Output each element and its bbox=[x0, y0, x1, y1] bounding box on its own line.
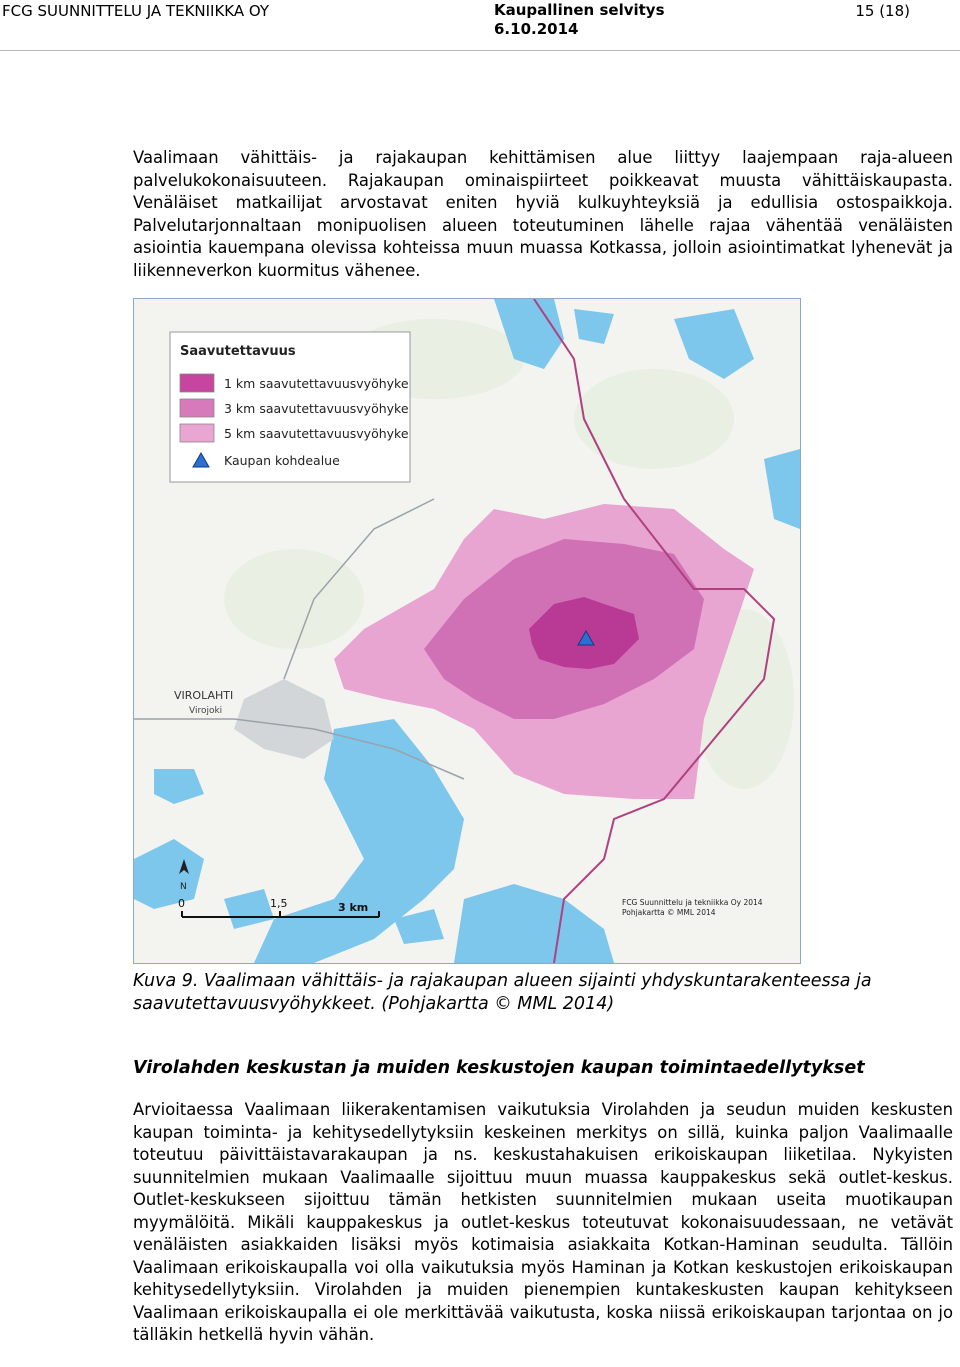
legend-swatch-1km bbox=[180, 374, 214, 392]
north-label: N bbox=[180, 882, 187, 892]
header-divider bbox=[0, 50, 960, 51]
document-title: Kaupallinen selvitys bbox=[494, 1, 665, 19]
scale-label-end: 3 km bbox=[338, 901, 369, 914]
caption-line-2: saavutettavuusvyöhykkeet. (Pohjakartta © MML 2014) bbox=[133, 994, 615, 1014]
legend-label-3km: 3 km saavutettavuusvyöhyke bbox=[224, 401, 409, 416]
place-label: VIROLAHTI bbox=[174, 689, 234, 702]
document-title-block bbox=[494, 1, 665, 39]
scale-label-mid: 1,5 bbox=[270, 897, 288, 910]
caption-line-1: Kuva 9. Vaalimaan vähittäis- ja rajakaupan alueen sijainti yhdyskuntarakenteessa ja bbox=[133, 971, 872, 991]
map-legend bbox=[170, 332, 410, 482]
company-name: FCG SUUNNITTELU JA TEKNIIKKA OY bbox=[2, 2, 270, 20]
legend-swatch-3km bbox=[180, 399, 214, 417]
legend-label-1km: 1 km saavutettavuusvyöhyke bbox=[224, 376, 409, 391]
scale-label-0: 0 bbox=[178, 897, 185, 910]
figure-caption bbox=[133, 970, 953, 1016]
page-number: 15 (18) bbox=[855, 2, 910, 20]
accessibility-map bbox=[133, 298, 801, 964]
place-sublabel: Virojoki bbox=[189, 706, 223, 716]
body-paragraph: Arvioitaessa Vaalimaan liikerakentamisen vaikutuksia Virolahden ja seudun muiden keskusten kaupan toiminta- ja kehitysedellytyksiin keskeinen merkitys on sillä, kuinka paljon Vaalimaalle toteutuu päivittäistavarakaupan ja ns. keskustahakuisen erikoiskaupan liiketilaa. Nykyisten suunnitelmien mukaan Vaalimaalle sijoittuu muun muassa kauppakeskus sekä outlet-keskus. Outlet-keskukseen sijoittuu tämän hetkisten suunnitelmien mukaan useita muotikaupan myymälöitä. Mikäli kauppakeskus ja outlet-keskus toteutuvat kokonaisuudessaan, ne vetävät venäläisten asiakkaiden lisäksi myös kotimaisia asiakkaita Kotkan-Haminan seudulta. Tällöin Vaalimaan erikoiskaupalla voi olla vaikutuksia myös Haminan ja Kotkan keskustojen erikoiskaupan kehitysedellytyksiin. Virolahden ja muiden pienempien kuntakeskusten kaupan kehitykseen Vaalimaan erikoiskaupalla ei ole merkittävää vaikutusta, koska niissä erikoiskaupan tarjontaa on jo tälläkin hetkellä hyvin vähän. bbox=[133, 1100, 953, 1344]
intro-paragraph: Vaalimaan vähittäis- ja rajakaupan kehittämisen alue liittyy laajempaan raja-alueen palvelukokonaisuuteen. Rajakaupan ominaispiirteet poikkeavat muusta vähittäiskaupasta. Venäläiset matkailijat arvostavat eniten hyviä kulkuyhteyksiä ja edullisia ostospaikkoja. Palvelutarjonnaltaan monipuolisen alueen toteutuminen lähelle rajaa vähentää venäläisten asiointia kauempana olevissa kohteissa muun muassa Kotkassa, jolloin asiointimatkat lyhenevät ja liikenneverkon kuormitus vähenee. bbox=[133, 148, 953, 280]
page-header bbox=[0, 0, 960, 52]
legend-title: Saavutettavuus bbox=[180, 344, 296, 359]
legend-swatch-5km bbox=[180, 424, 214, 442]
map-credit-1: FCG Suunnittelu ja tekniikka Oy 2014 bbox=[622, 898, 763, 907]
document-date: 6.10.2014 bbox=[494, 20, 579, 38]
section-heading: Virolahden keskustan ja muiden keskustojen kaupan toimintaedellytykset bbox=[133, 1058, 865, 1078]
legend-label-target: Kaupan kohdealue bbox=[224, 453, 340, 468]
map-credit-2: Pohjakartta © MML 2014 bbox=[622, 908, 716, 917]
legend-label-5km: 5 km saavutettavuusvyöhyke bbox=[224, 426, 409, 441]
